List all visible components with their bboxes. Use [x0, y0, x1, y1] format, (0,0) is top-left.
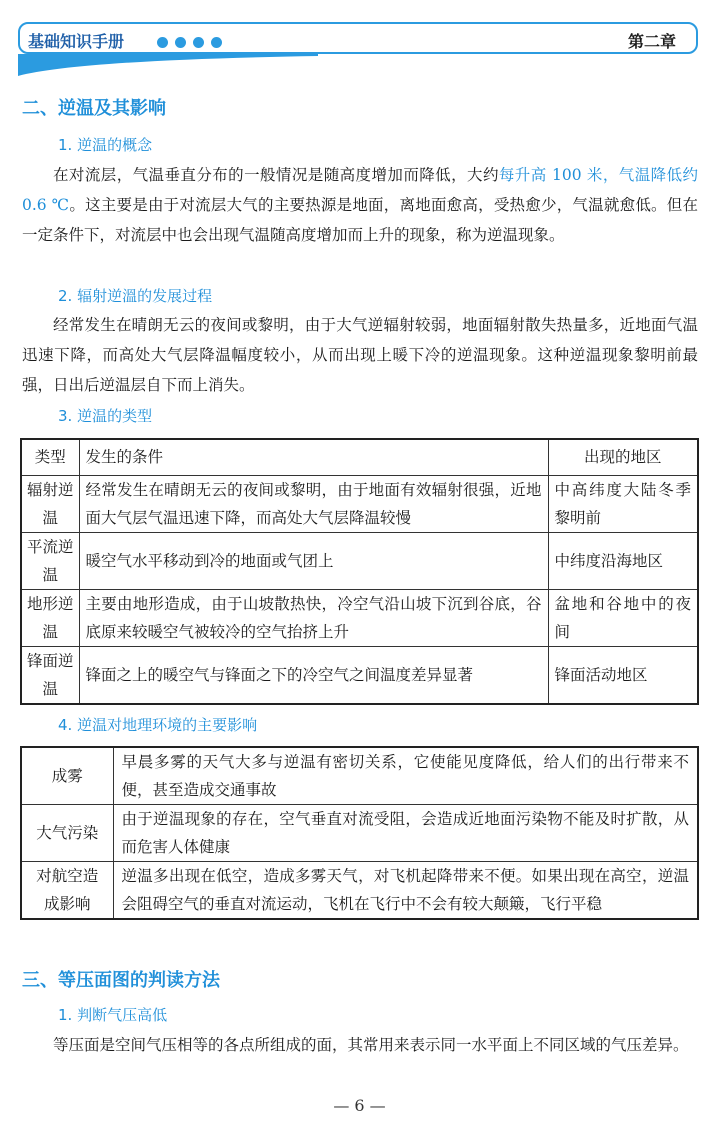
table-cell: 暖空气水平移动到冷的地面或气团上 [79, 532, 548, 589]
paragraph-text: 在对流层，气温垂直分布的一般情况是随高度增加而降低，大约 [53, 166, 499, 184]
inversion-effects-table [20, 746, 699, 920]
subsection-title: 1. 判断气压高低 [58, 1006, 168, 1024]
dot-icon [157, 37, 168, 48]
table-header: 发生的条件 [79, 439, 548, 475]
page-number: — 6 — [333, 1096, 386, 1115]
section-title: 二、逆温及其影响 [22, 98, 166, 119]
table-cell: 早晨多雾的天气大多与逆温有密切关系，它使能见度降低，给人们的出行带来不便，甚至造成交通事故 [113, 747, 698, 805]
table-cell: 辐射逆温 [21, 475, 79, 532]
paragraph-text: 。这主要是由于对流层大气的主要热源是地面，离地面愈高，受热愈少，气温就愈低。但在一定条件下，对流层中也会出现气温随高度增加而上升的现象，称为逆温现象。 [22, 196, 698, 244]
header-chapter: 第二章 [628, 32, 677, 51]
table-header-row [21, 439, 698, 475]
table-cell: 平流逆温 [21, 532, 79, 589]
table-header: 出现的地区 [548, 439, 698, 475]
table-cell: 由于逆温现象的存在，空气垂直对流受阻，会造成近地面污染物不能及时扩散，从而危害人体健康 [113, 805, 698, 862]
table-row [21, 862, 698, 920]
table-cell: 锋面活动地区 [548, 646, 698, 704]
subsection-title: 4. 逆温对地理环境的主要影响 [58, 716, 258, 734]
table-header: 类型 [21, 439, 79, 475]
table-cell: 对航空造成影响 [21, 862, 113, 920]
highlighted-text: 每升高 100 米，气温降低约 0.6 ℃ [22, 166, 698, 214]
table-cell: 中高纬度大陆冬季黎明前 [548, 475, 698, 532]
table-cell: 盆地和谷地中的夜间 [548, 589, 698, 646]
section-title: 三、等压面图的判读方法 [22, 970, 220, 991]
inversion-types-table [20, 438, 699, 705]
table-cell: 主要由地形造成，由于山坡散热快，冷空气沿山坡下沉到谷底，谷底原来较暖空气被较冷的空气抬挤上升 [79, 589, 548, 646]
dot-icon [193, 37, 204, 48]
header-swoosh [18, 50, 318, 80]
paragraph: 等压面是空间气压相等的各点所组成的面，其常用来表示同一水平面上不同区域的气压差异。 [53, 1036, 689, 1054]
table-row [21, 532, 698, 589]
dot-icon [211, 37, 222, 48]
dot-icon [175, 37, 186, 48]
table-cell: 大气污染 [21, 805, 113, 862]
table-row [21, 747, 698, 805]
table-cell: 经常发生在晴朗无云的夜间或黎明，由于地面有效辐射很强，近地面大气层气温迅速下降，而高处大气层降温较慢 [79, 475, 548, 532]
paragraph: 经常发生在晴朗无云的夜间或黎明，由于大气逆辐射较弱，地面辐射散失热量多，近地面气温迅速下降，而高处大气层降温幅度较小，从而出现上暖下冷的逆温现象。这种逆温现象黎明前最强，日出后逆温层自下而上消失。 [22, 316, 698, 394]
table-cell: 锋面之上的暖空气与锋面之下的冷空气之间温度差异显著 [79, 646, 548, 704]
table-cell: 锋面逆温 [21, 646, 79, 704]
paragraph [22, 160, 698, 250]
subsection-title: 1. 逆温的概念 [58, 136, 153, 154]
subsection-title: 3. 逆温的类型 [58, 407, 153, 425]
header-title: 基础知识手册 [28, 32, 125, 51]
table-cell: 中纬度沿海地区 [548, 532, 698, 589]
table-row [21, 805, 698, 862]
table-cell: 地形逆温 [21, 589, 79, 646]
table-cell: 成雾 [21, 747, 113, 805]
subsection-title: 2. 辐射逆溫的发展过程 [58, 287, 213, 305]
table-row [21, 475, 698, 532]
table-row [21, 646, 698, 704]
table-row [21, 589, 698, 646]
table-cell: 逆温多出现在低空，造成多雾天气，对飞机起降带来不便。如果出现在高空，逆温会阻碍空气的垂直对流运动，飞机在飞行中不会有较大颠簸，飞行平稳 [113, 862, 698, 920]
